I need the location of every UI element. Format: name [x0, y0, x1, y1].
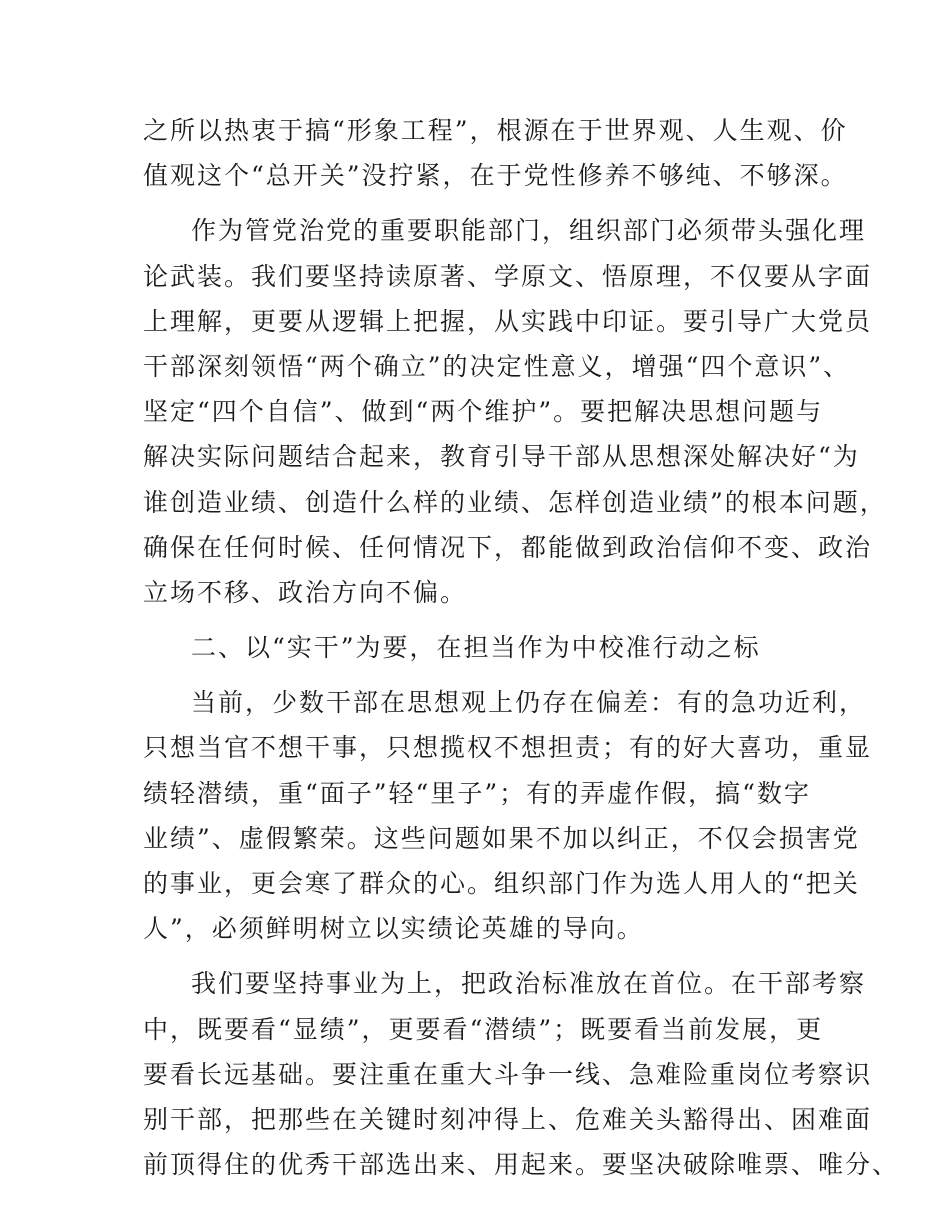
text-line: 确保在任何时候、任何情况下，都能做到政治信仰不变、政治	[143, 532, 873, 562]
text-line: 别干部，把那些在关键时刻冲得上、危难关头豁得出、困难面	[143, 1104, 873, 1134]
text-line: 的事业，更会寒了群众的心。组织部门作为选人用人的“把关	[143, 869, 860, 898]
text-line: 作为管党治党的重要职能部门，组织部门必须带头强化理	[191, 216, 867, 246]
text-line: 论武装。我们要坚持读原著、学原文、悟原理，不仅要从字面	[143, 261, 873, 291]
text-line: 前顶得住的优秀干部选出来、用起来。要坚决破除唯票、唯分、	[143, 1150, 900, 1180]
text-line: 上理解，更要从逻辑上把握，从实践中印证。要引导广大党员	[143, 306, 873, 336]
text-line: 中，既要看“显绩”，更要看“潜绩”；既要看当前发展，更	[143, 1014, 824, 1044]
text-line: 之所以热衷于搞“形象工程”，根源在于世界观、人生观、价	[143, 116, 848, 145]
paragraph	[143, 108, 848, 198]
paragraph	[143, 961, 900, 1187]
paragraph	[143, 208, 887, 615]
text-line: 当前，少数干部在思想观上仍存在偏差：有的急功近利，	[191, 688, 867, 718]
text-line: 坚定“四个自信”、做到“两个维护”。要把解决思想问题与	[143, 397, 824, 427]
text-line: 谁创造业绩、创造什么样的业绩、怎样创造业绩”的根本问题，	[143, 487, 887, 517]
text-line: 业绩”、虚假繁荣。这些问题如果不加以纠正，不仅会损害党	[143, 823, 860, 853]
text-line: 值观这个“总开关”没拧紧，在于党性修养不够纯、不够深。	[143, 161, 848, 191]
text-line: 我们要坚持事业为上，把政治标准放在首位。在干部考察	[191, 969, 867, 999]
text-line: 干部深刻领悟“两个确立”的决定性意义，增强“四个意识”、	[143, 351, 851, 381]
text-line: 绩轻潜绩，重“面子”轻“里子”；有的弄虚作假，搞“数字	[143, 778, 811, 808]
document-body	[143, 108, 900, 1187]
text-line: 解决实际问题结合起来，教育引导干部从思想深处解决好“为	[143, 442, 860, 472]
text-line: 只想当官不想干事，只想揽权不想担责；有的好大喜功，重显	[143, 733, 873, 763]
paragraph	[143, 680, 873, 951]
text-line: 立场不移、政治方向不偏。	[143, 577, 468, 607]
text-line: 要看长远基础。要注重在重大斗争一线、急难险重岗位考察识	[143, 1059, 873, 1089]
text-line: 人”，必须鲜明树立以实绩论英雄的导向。	[143, 914, 644, 944]
heading-line: 二、以“实干”为要，在担当作为中校准行动之标	[191, 633, 761, 663]
section-heading	[143, 625, 823, 670]
